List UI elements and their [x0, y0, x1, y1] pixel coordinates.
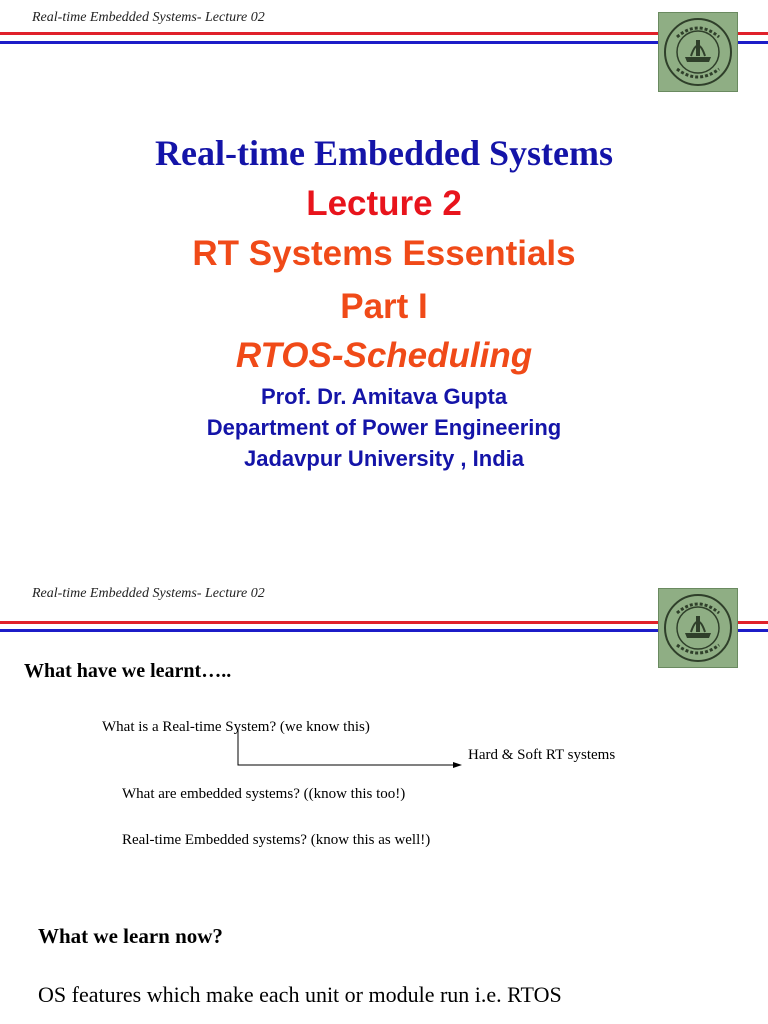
lecture-topic: RTOS-Scheduling — [235, 336, 533, 375]
university-name: Jadavpur University , India — [244, 446, 524, 471]
item-hard-soft-rt: Hard & Soft RT systems — [468, 747, 616, 763]
content-slide — [0, 576, 768, 1024]
slide-title: Real-time Embedded Systems — [155, 133, 613, 173]
header-blue-band-right — [736, 41, 768, 44]
os-features-line: OS features which make each unit or module run i.e. RTOS — [38, 982, 562, 1007]
lecture-part: Part I — [340, 287, 428, 326]
lecture-number: Lecture 2 — [306, 184, 462, 223]
lecture-subject: RT Systems Essentials — [192, 234, 576, 273]
item-realtime-system: What is a Real-time System? (we know this) — [102, 719, 370, 735]
heading-what-learn-now: What we learn now? — [38, 924, 223, 948]
header-red-band-right — [736, 32, 768, 35]
university-seal-icon — [658, 12, 738, 92]
heading-what-learnt: What have we learnt….. — [24, 660, 232, 682]
item-embedded-systems: What are embedded systems? ((know this too!) — [122, 786, 406, 802]
item-rt-embedded-systems: Real-time Embedded systems? (know this as well!) — [122, 832, 431, 848]
author-name: Prof. Dr. Amitava Gupta — [260, 384, 508, 409]
course-header-label: Real-time Embedded Systems- Lecture 02 — [32, 10, 265, 25]
header-red-band — [0, 32, 660, 35]
header-blue-band — [0, 41, 660, 44]
department-name: Department of Power Engineering — [206, 415, 562, 440]
course-header-label: Real-time Embedded Systems- Lecture 02 — [32, 586, 265, 601]
